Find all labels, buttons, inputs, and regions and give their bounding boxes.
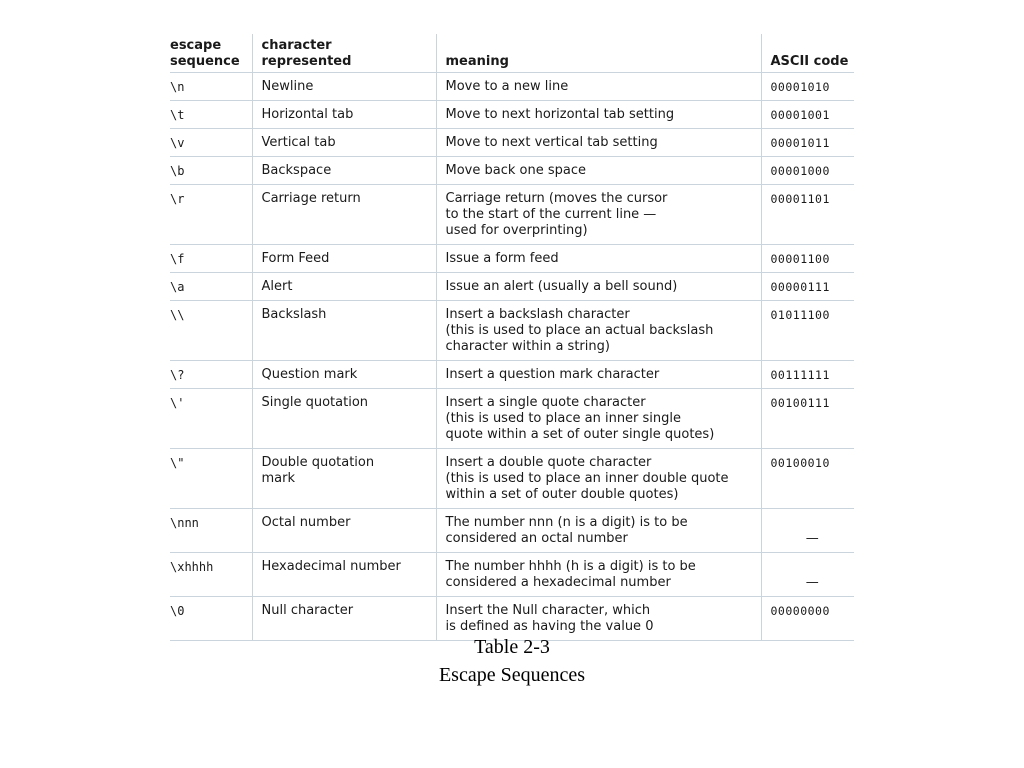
ascii-code-cell: — (761, 509, 854, 553)
ascii-code-cell: 00000000 (761, 597, 854, 641)
meaning-cell: Move to next vertical tab setting (436, 129, 761, 157)
caption-title: Escape Sequences (438, 664, 586, 686)
meaning-cell: Carriage return (moves the cursor to the start of the current line — used for overprinting) (436, 185, 761, 245)
escape-sequence-cell: \0 (170, 597, 252, 641)
escape-sequence-cell: \a (170, 273, 252, 301)
ascii-code-cell: 00001010 (761, 73, 854, 101)
ascii-code-cell: 00100010 (761, 449, 854, 509)
character-cell: Backslash (252, 301, 436, 361)
character-cell: Double quotation mark (252, 449, 436, 509)
header-character-represented: character represented (252, 34, 436, 73)
character-cell: Single quotation (252, 389, 436, 449)
header-ascii-code: ASCII code (761, 34, 854, 73)
ascii-code-cell: — (761, 553, 854, 597)
escape-sequence-table (170, 34, 854, 641)
table-row (170, 509, 854, 553)
character-cell: Horizontal tab (252, 101, 436, 129)
table-caption (0, 633, 1024, 689)
table-row (170, 101, 854, 129)
meaning-cell: Insert a single quote character (this is used to place an inner single quote within a set of outer single quotes) (436, 389, 761, 449)
character-cell: Carriage return (252, 185, 436, 245)
escape-sequence-cell: \f (170, 245, 252, 273)
ascii-code-cell: 00001011 (761, 129, 854, 157)
character-cell: Hexadecimal number (252, 553, 436, 597)
table-row (170, 273, 854, 301)
table-row (170, 361, 854, 389)
character-cell: Null character (252, 597, 436, 641)
meaning-cell: The number nnn (n is a digit) is to be considered an octal number (436, 509, 761, 553)
meaning-cell: Move back one space (436, 157, 761, 185)
escape-sequence-cell: \xhhhh (170, 553, 252, 597)
table-header-row (170, 34, 854, 73)
escape-sequence-cell: \' (170, 389, 252, 449)
escape-sequence-cell: \r (170, 185, 252, 245)
table-row (170, 389, 854, 449)
meaning-cell: The number hhhh (h is a digit) is to be considered a hexadecimal number (436, 553, 761, 597)
table-row (170, 73, 854, 101)
ascii-code-cell: 00001101 (761, 185, 854, 245)
ascii-code-cell: 01011100 (761, 301, 854, 361)
escape-sequence-cell: \" (170, 449, 252, 509)
table-row (170, 157, 854, 185)
character-cell: Newline (252, 73, 436, 101)
table-row (170, 245, 854, 273)
ascii-code-cell: 00000111 (761, 273, 854, 301)
character-cell: Vertical tab (252, 129, 436, 157)
meaning-cell: Issue an alert (usually a bell sound) (436, 273, 761, 301)
table-row (170, 449, 854, 509)
caption-table-number: Table 2-3 (474, 636, 550, 658)
escape-sequence-cell: \t (170, 101, 252, 129)
meaning-cell: Insert a double quote character (this is used to place an inner double quote within a set of outer double quotes) (436, 449, 761, 509)
table-row (170, 301, 854, 361)
meaning-cell: Insert a question mark character (436, 361, 761, 389)
meaning-cell: Issue a form feed (436, 245, 761, 273)
meaning-cell: Insert the Null character, which is defined as having the value 0 (436, 597, 761, 641)
ascii-code-cell: 00001001 (761, 101, 854, 129)
escape-sequence-cell: \n (170, 73, 252, 101)
escape-sequence-cell: \b (170, 157, 252, 185)
header-meaning: meaning (436, 34, 761, 73)
escape-sequence-cell: \nnn (170, 509, 252, 553)
ascii-code-cell: 00111111 (761, 361, 854, 389)
escape-sequence-cell: \\ (170, 301, 252, 361)
character-cell: Octal number (252, 509, 436, 553)
table-row (170, 129, 854, 157)
ascii-code-cell: 00001100 (761, 245, 854, 273)
character-cell: Form Feed (252, 245, 436, 273)
meaning-cell: Insert a backslash character (this is used to place an actual backslash character within a string) (436, 301, 761, 361)
table-row (170, 185, 854, 245)
header-escape-sequence: escape sequence (170, 34, 252, 73)
escape-sequence-cell: \? (170, 361, 252, 389)
character-cell: Alert (252, 273, 436, 301)
character-cell: Question mark (252, 361, 436, 389)
ascii-code-cell: 00100111 (761, 389, 854, 449)
table-row (170, 553, 854, 597)
ascii-code-cell: 00001000 (761, 157, 854, 185)
meaning-cell: Move to a new line (436, 73, 761, 101)
character-cell: Backspace (252, 157, 436, 185)
meaning-cell: Move to next horizontal tab setting (436, 101, 761, 129)
escape-sequence-cell: \v (170, 129, 252, 157)
